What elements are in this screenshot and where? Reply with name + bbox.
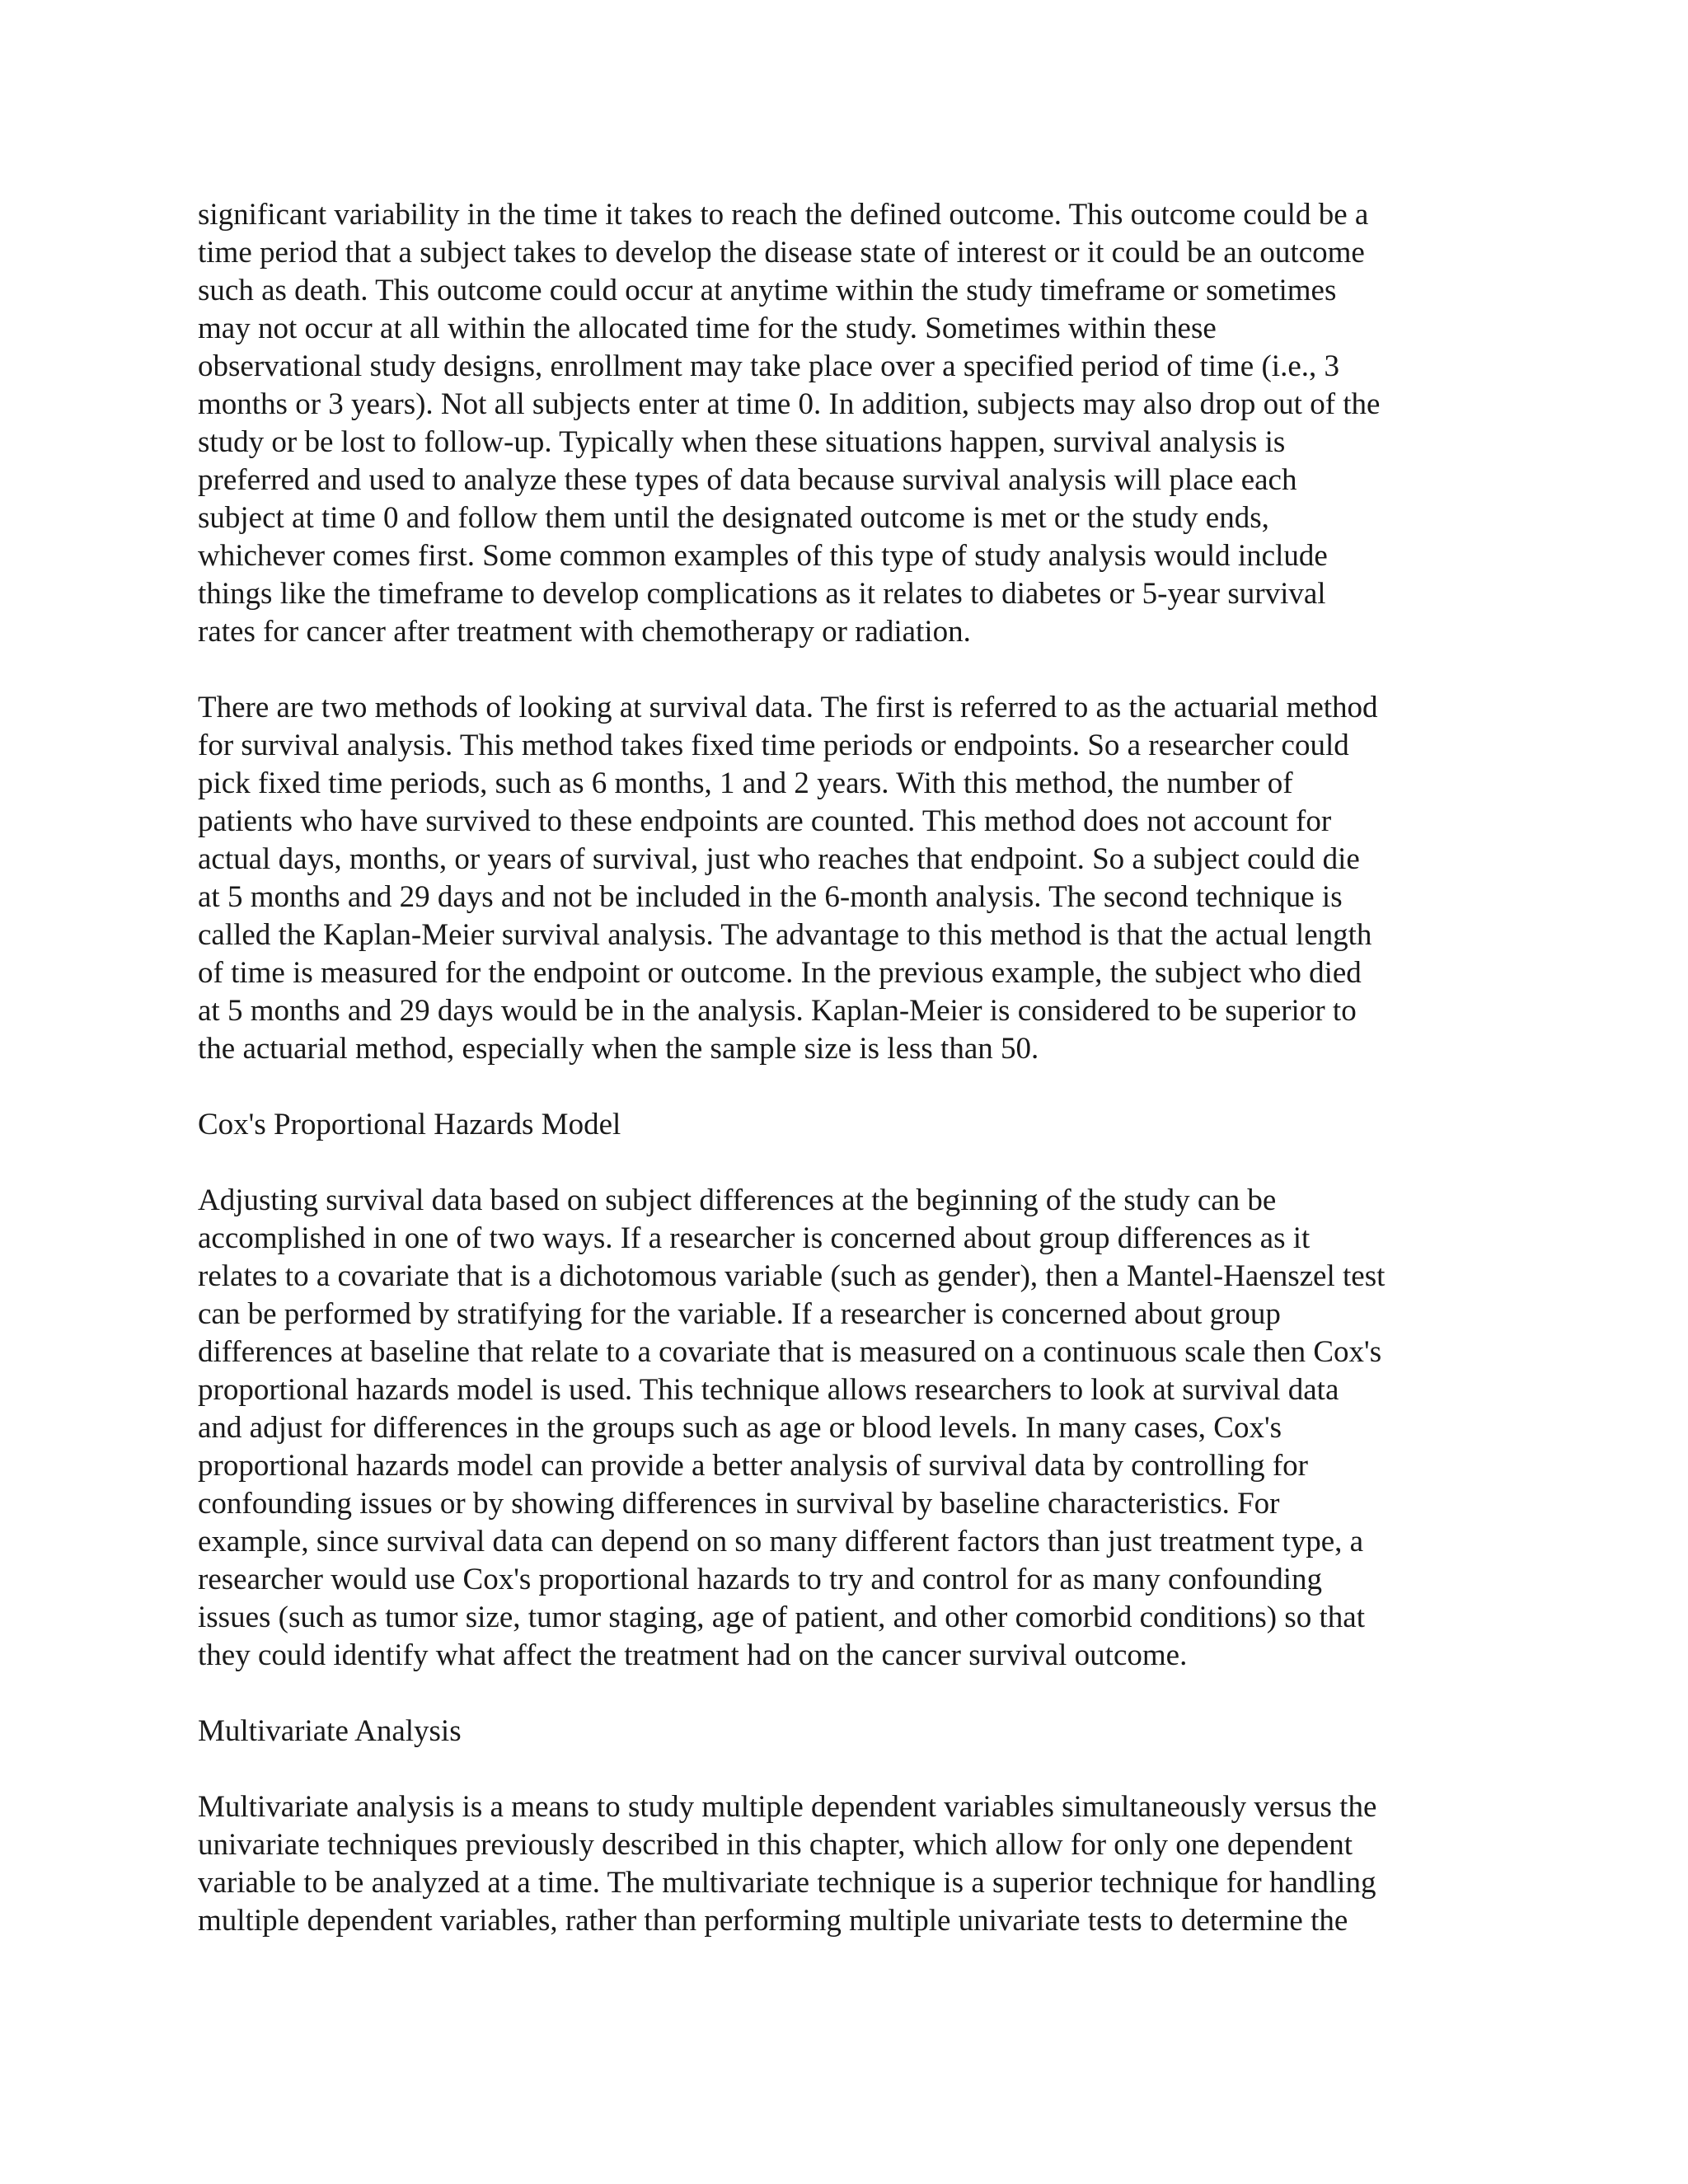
text-line: things like the timeframe to develop complications as it relates to diabetes or 5-year survival — [198, 577, 1326, 611]
paragraph-spacer — [198, 1144, 1517, 1182]
section-heading-multivariate — [198, 1713, 1517, 1750]
text-line: patients who have survived to these endpoints are counted. This method does not account for — [198, 804, 1332, 838]
text-line: subject at time 0 and follow them until the designated outcome is met or the study ends, — [198, 501, 1269, 535]
text-line: time period that a subject takes to develop the disease state of interest or it could be an outcome — [198, 236, 1365, 269]
text-line: such as death. This outcome could occur at anytime within the study timeframe or sometimes — [198, 274, 1337, 307]
paragraph-spacer — [198, 1675, 1517, 1713]
text-line: of time is measured for the endpoint or outcome. In the previous example, the subject who died — [198, 956, 1362, 990]
text-line: and adjust for differences in the groups such as age or blood levels. In many cases, Cox's — [198, 1411, 1282, 1445]
text-line: proportional hazards model can provide a better analysis of survival data by controlling for — [198, 1449, 1308, 1483]
text-line: multiple dependent variables, rather than performing multiple univariate tests to determine the — [198, 1904, 1348, 1938]
text-line: variable to be analyzed at a time. The multivariate technique is a superior technique for handling — [198, 1866, 1376, 1900]
text-line: pick fixed time periods, such as 6 months, 1 and 2 years. With this method, the number of — [198, 766, 1293, 800]
section-heading: Multivariate Analysis — [198, 1714, 462, 1748]
text-line: rates for cancer after treatment with chemotherapy or radiation. — [198, 615, 971, 649]
paragraph-spacer — [198, 651, 1517, 689]
text-line: the actuarial method, especially when the sample size is less than 50. — [198, 1032, 1039, 1066]
text-line: at 5 months and 29 days would be in the analysis. Kaplan-Meier is considered to be superior to — [198, 994, 1357, 1028]
text-line: called the Kaplan-Meier survival analysis. The advantage to this method is that the actual length — [198, 918, 1372, 952]
text-line: observational study designs, enrollment may take place over a specified period of time (i.e., 3 — [198, 349, 1340, 383]
paragraph-survival-intro — [198, 196, 1517, 651]
text-line: they could identify what affect the treatment had on the cancer survival outcome. — [198, 1638, 1188, 1672]
text-line: can be performed by stratifying for the variable. If a researcher is concerned about group — [198, 1297, 1281, 1331]
text-line: for survival analysis. This method takes fixed time periods or endpoints. So a researcher could — [198, 729, 1349, 762]
text-line: whichever comes first. Some common examples of this type of study analysis would include — [198, 539, 1328, 573]
text-line: may not occur at all within the allocated time for the study. Sometimes within these — [198, 312, 1217, 345]
paragraph-multivariate — [198, 1788, 1517, 1940]
paragraph-spacer — [198, 1068, 1517, 1106]
text-line: accomplished in one of two ways. If a researcher is concerned about group differences as it — [198, 1221, 1311, 1255]
text-line: significant variability in the time it takes to reach the defined outcome. This outcome could be a — [198, 198, 1369, 232]
text-line: example, since survival data can depend on so many different factors than just treatment type, a — [198, 1525, 1364, 1558]
text-line: relates to a covariate that is a dichotomous variable (such as gender), then a Mantel-Haenszel test — [198, 1259, 1386, 1293]
text-line: differences at baseline that relate to a covariate that is measured on a continuous scale then Cox's — [198, 1335, 1382, 1369]
text-line: Adjusting survival data based on subject differences at the beginning of the study can be — [198, 1183, 1277, 1217]
text-line: actual days, months, or years of survival, just who reaches that endpoint. So a subject could die — [198, 842, 1360, 876]
text-line: issues (such as tumor size, tumor staging, age of patient, and other comorbid conditions) so that — [198, 1601, 1365, 1634]
document-page — [198, 196, 1517, 1940]
text-line: proportional hazards model is used. This technique allows researchers to look at survival data — [198, 1373, 1339, 1407]
section-heading-cox — [198, 1106, 1517, 1144]
text-line: univariate techniques previously described in this chapter, which allow for only one dependent — [198, 1828, 1353, 1862]
text-line: study or be lost to follow-up. Typically when these situations happen, survival analysis is — [198, 425, 1286, 459]
text-line: confounding issues or by showing differences in survival by baseline characteristics. For — [198, 1487, 1280, 1521]
paragraph-survival-methods — [198, 689, 1517, 1068]
text-line: Multivariate analysis is a means to study multiple dependent variables simultaneously versus the — [198, 1790, 1377, 1824]
text-line: months or 3 years). Not all subjects enter at time 0. In addition, subjects may also drop out of the — [198, 387, 1381, 421]
section-heading: Cox's Proportional Hazards Model — [198, 1108, 621, 1141]
text-line: There are two methods of looking at survival data. The first is referred to as the actuarial method — [198, 691, 1378, 724]
text-line: at 5 months and 29 days and not be included in the 6-month analysis. The second technique is — [198, 880, 1343, 914]
text-line: preferred and used to analyze these types of data because survival analysis will place each — [198, 463, 1297, 497]
paragraph-cox-model — [198, 1182, 1517, 1675]
paragraph-spacer — [198, 1750, 1517, 1788]
text-line: researcher would use Cox's proportional hazards to try and control for as many confounding — [198, 1563, 1322, 1596]
